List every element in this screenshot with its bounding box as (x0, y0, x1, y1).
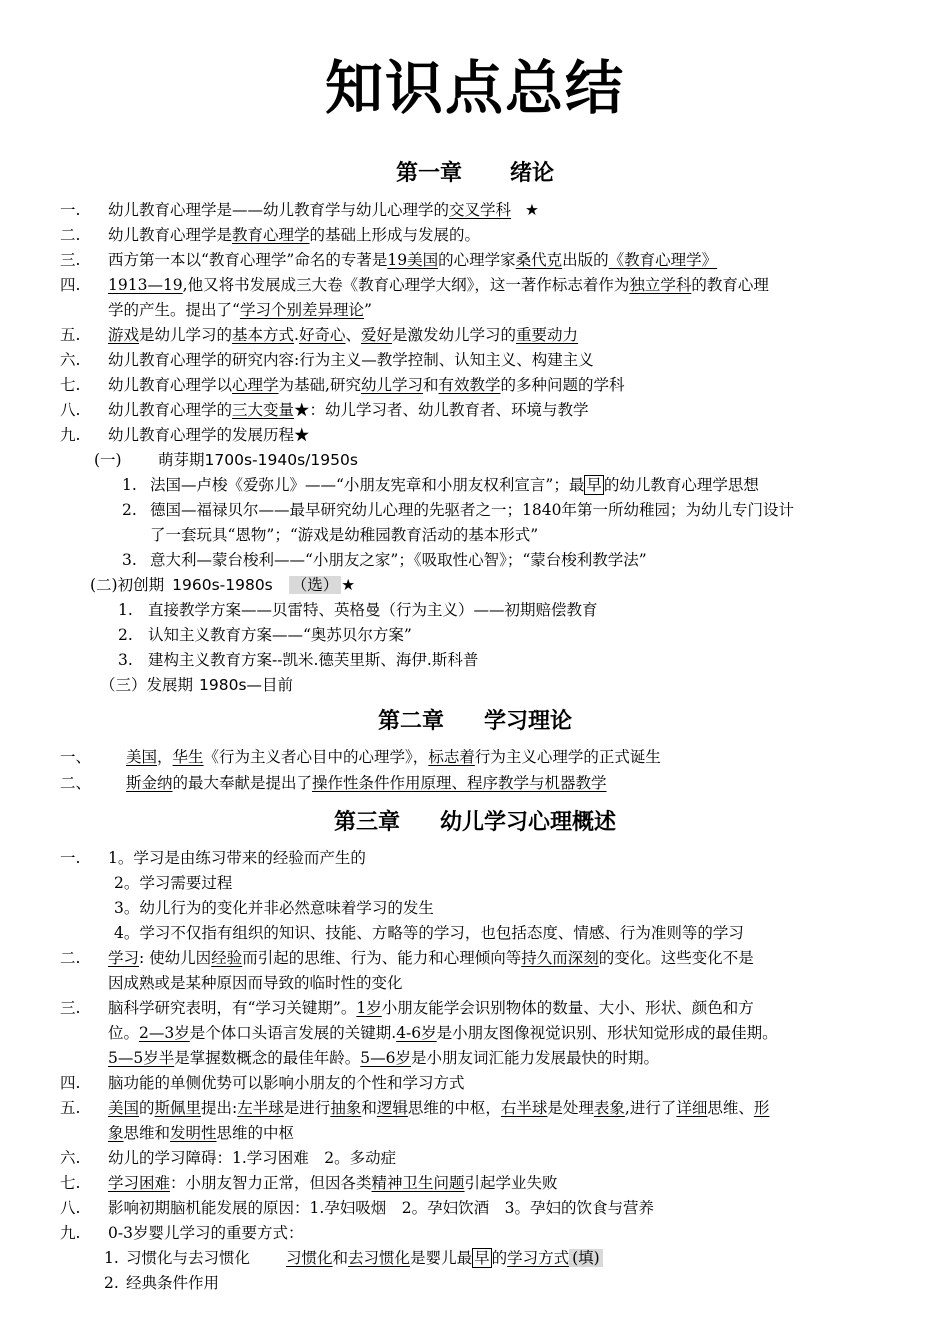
ch1-period-3: （三）发展期 1980s—目前 (100, 676, 294, 694)
ch1-line-8: 八. 幼儿教育心理学的三大变量★：幼儿学习者、幼儿教育者、环境与教学 (60, 401, 589, 419)
chapter-2-heading (0, 706, 950, 736)
ch3-line-6: 六. 幼儿的学习障碍：1.学习困难 2。多动症 (60, 1149, 397, 1167)
ch2-line-2: 二、 斯金纳的最大奉献是提出了操作性条件作用原理、程序教学与机器教学 (60, 774, 607, 792)
ch3-line-9-item-2: 2. 经典条件作用 (104, 1274, 220, 1292)
ch1-period-2-item-3: 3. 建构主义教育方案--凯米.德芙里斯、海伊.斯科普 (118, 651, 479, 669)
ch3-line-1-d: 4。学习不仅指有组织的知识、技能、方略等的学习，也包括态度、情感、行为准则等的学习 (114, 924, 744, 942)
ch1-period-2-item-1: 1. 直接教学方案——贝雷特、英格曼（行为主义）——初期赔偿教育 (118, 601, 598, 619)
ch3-line-9-item-1: 1. 习惯化与去习惯化 习惯化和去习惯化是婴儿最 早 的学习方式 (填) (104, 1246, 603, 1270)
ch3-line-1-c: 3。幼儿行为的变化并非必然意味着学习的发生 (114, 899, 434, 917)
document-title: 知识点总结 (324, 54, 625, 122)
ch1-period-1-item-2-cont: 了一套玩具“恩物”；“游戏是幼稚园教育活动的基本形式” (150, 526, 539, 544)
ch1-line-3: 三. 西方第一本以“教育心理学”命名的专著是19美国的心理学家桑代克出版的《教育心理学》 (60, 251, 718, 269)
ch1-period-2-item-2: 2. 认知主义教育方案——“奥苏贝尔方案” (118, 626, 412, 644)
fill-blank-highlight: (填) (569, 1249, 603, 1267)
ch1-line-4: 四. 1913—19,他又将书发展成三大卷《教育心理学大纲》，这一著作标志着作为独立学科的教育心理 (60, 276, 769, 294)
ch3-line-5-cont: 象思维和发明性思维的中枢 (108, 1124, 295, 1142)
ch3-line-9: 九. 0-3岁婴儿学习的重要方式： (60, 1224, 304, 1242)
chapter-1-title: 绪论 (510, 160, 555, 186)
star-icon: ★ (341, 576, 356, 594)
ch1-period-1-item-3: 3. 意大利—蒙台梭利——“小朋友之家”；《吸取性心智》；“蒙台梭利教学法” (122, 551, 647, 569)
ch1-line-5: 五. 游戏是幼儿学习的基本方式.好奇心、爱好是激发幼儿学习的重要动力 (60, 326, 579, 344)
ch1-period-1-item-1: 1. 法国—卢梭《爱弥儿》——“小朋友宪章和小朋友权利宣言”；最 早 的幼儿教育心理学思想 (122, 476, 759, 494)
ch1-period-1: (一) 萌芽期1700s-1940s/1950s (94, 451, 358, 469)
ch2-line-1: 一、 美国，华生《行为主义者心目中的心理学》，标志着行为主义心理学的正式诞生 (60, 748, 661, 766)
chapter-3-number: 第三章 (333, 809, 400, 835)
ch3-line-2: 二. 学习: 使幼儿因经验而引起的思维、行为、能力和心理倾向等持久而深刻的变化。这些变化不是 (60, 949, 754, 967)
chapter-1-heading (0, 158, 950, 188)
ch1-line-7: 七. 幼儿教育心理学以心理学为基础,研究幼儿学习和有效教学的多种问题的学科 (60, 376, 625, 394)
ch3-line-2-cont: 因成熟或是某种原因而导致的临时性的变化 (108, 974, 403, 992)
chapter-3-title: 幼儿学习心理概述 (440, 809, 617, 835)
ch1-period-2: (二)初创期 1960s-1980s （选） ★ (90, 576, 356, 594)
chapter-1-number: 第一章 (395, 160, 462, 186)
ch1-line-6: 六. 幼儿教育心理学的研究内容:行为主义—教学控制、认知主义、构建主义 (60, 351, 594, 369)
ch3-line-3-b: 位。2—3岁是个体口头语言发展的关键期.4-6岁是小朋友图像视觉识别、形状知觉形成的最佳期。 (108, 1024, 778, 1042)
chapter-2-number: 第二章 (377, 708, 444, 734)
ch1-line-1: 一. 幼儿教育心理学是——幼儿教育学与幼儿心理学的交叉学科 ★ (60, 201, 539, 219)
chapter-3-heading (0, 807, 950, 837)
ch3-line-7: 七. 学习困难：小朋友智力正常，但因各类精神卫生问题引起学业失败 (60, 1174, 558, 1192)
ch1-line-9: 九. 幼儿教育心理学的发展历程★ (60, 426, 310, 444)
ch1-period-1-item-2: 2. 德国—福禄贝尔——最早研究幼儿心理的先驱者之一；1840年第一所幼稚园；为幼儿专门设计 (122, 501, 794, 519)
star-icon: ★ (525, 201, 539, 219)
ch3-line-5: 五. 美国的斯佩里提出:左半球是进行抽象和逻辑思维的中枢，右半球是处理表象,进行了详细思维、形 (60, 1099, 770, 1117)
ch1-line-4-cont: 学的产生。提出了“学习个别差异理论” (108, 301, 372, 319)
ch3-line-1-b: 2。学习需要过程 (114, 874, 233, 892)
selection-highlight: （选） (289, 576, 342, 594)
chapter-2-title: 学习理论 (484, 708, 573, 734)
ch3-line-8: 八. 影响初期脑机能发展的原因：1.孕妇吸烟 2。孕妇饮酒 3。孕妇的饮食与营养 (60, 1199, 655, 1217)
ch3-line-3-c: 5—5岁半是掌握数概念的最佳年龄。5—6岁是小朋友词汇能力发展最快的时期。 (108, 1049, 659, 1067)
ch3-line-3: 三. 脑科学研究表明，有“学习关键期”。1岁小朋友能学会识别物体的数量、大小、形状、颜色和方 (60, 999, 754, 1017)
ch3-line-4: 四. 脑功能的单侧优势可以影响小朋友的个性和学习方式 (60, 1074, 465, 1092)
ch3-line-1: 一. 1。学习是由练习带来的经验而产生的 (60, 849, 366, 867)
ch1-line-2: 二. 幼儿教育心理学是教育心理学的基础上形成与发展的。 (60, 226, 481, 244)
